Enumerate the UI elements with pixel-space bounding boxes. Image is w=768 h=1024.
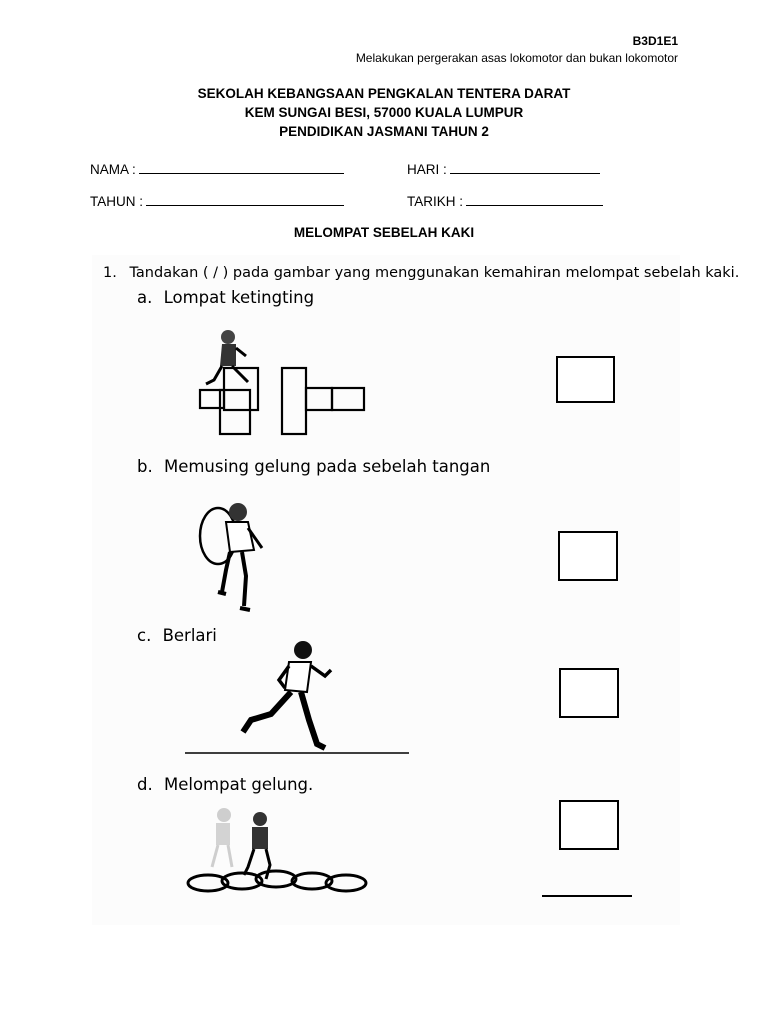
worksheet-title: MELOMPAT SEBELAH KAKI [293, 225, 475, 240]
answer-box-d[interactable] [559, 800, 619, 850]
tahun-field[interactable] [90, 193, 344, 209]
tahun-blank[interactable] [146, 193, 344, 206]
learning-standard: Melakukan pergerakan asas lokomotor dan bukan lokomotor [355, 51, 678, 65]
item-b-label [137, 457, 490, 476]
item-a-label [137, 288, 314, 307]
hoop-jumping-illustration [186, 805, 376, 897]
answer-box-b[interactable] [558, 531, 618, 581]
tarikh-label: TARIKH : [407, 194, 464, 209]
hoop-spinning-illustration [196, 496, 276, 626]
hopping-child-icon [206, 330, 248, 384]
item-a-text: Lompat ketingting [163, 288, 315, 307]
tarikh-field[interactable] [407, 193, 603, 209]
item-a-letter: a. [137, 288, 153, 307]
item-b-letter: b. [137, 457, 153, 476]
item-d-letter: d. [137, 775, 153, 794]
question-text: Tandakan ( / ) pada gambar yang menggunakan kemahiran melompat sebelah kaki. [129, 265, 740, 281]
nama-label: NAMA : [90, 162, 136, 177]
item-b-text: Memusing gelung pada sebelah tangan [163, 457, 491, 476]
tahun-label: TAHUN : [90, 194, 143, 209]
answer-box-c[interactable] [559, 668, 619, 718]
nama-blank[interactable] [139, 161, 344, 174]
item-d-text: Melompat gelung. [163, 775, 314, 794]
hopscotch-illustration [190, 322, 370, 440]
item-c-text: Berlari [162, 626, 217, 645]
school-name: SEKOLAH KEBANGSAAN PENGKALAN TENTERA DARAT [197, 86, 571, 101]
school-address: KEM SUNGAI BESI, 57000 KUALA LUMPUR [244, 105, 524, 120]
running-illustration [185, 640, 410, 756]
hari-field[interactable] [407, 161, 600, 177]
item-c-letter: c. [137, 626, 152, 645]
question-1 [103, 265, 739, 281]
nama-field[interactable] [90, 161, 344, 177]
item-d-label [137, 775, 313, 794]
tarikh-blank[interactable] [466, 193, 603, 206]
worksheet-code: B3D1E1 [632, 34, 678, 48]
hari-label: HARI : [407, 162, 447, 177]
answer-line-d [542, 895, 632, 897]
hari-blank[interactable] [450, 161, 600, 174]
subject-title: PENDIDIKAN JASMANI TAHUN 2 [279, 124, 489, 139]
answer-box-a[interactable] [556, 356, 615, 403]
question-number: 1. [103, 265, 117, 281]
